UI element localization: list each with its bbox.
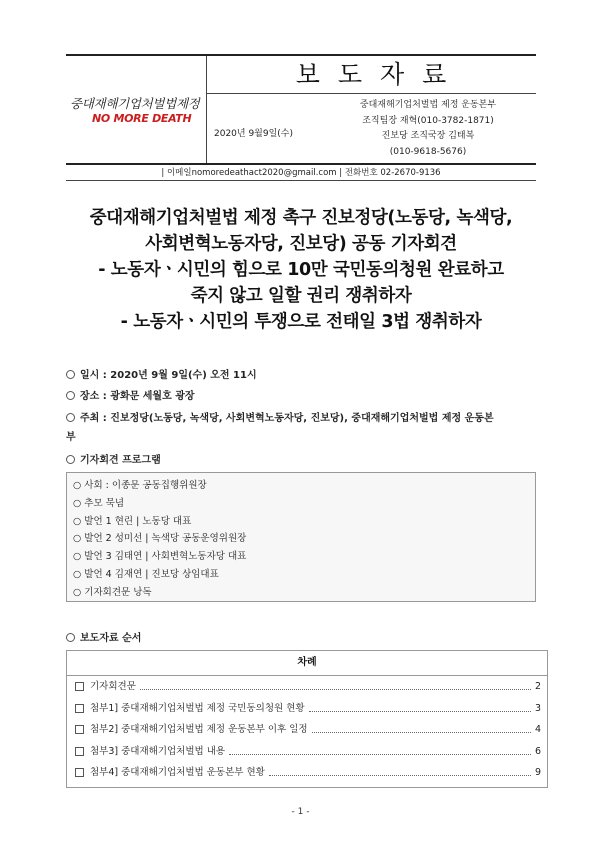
circle-bullet-icon [66, 455, 75, 464]
contact-line: 조직팀장 재혁(010-3782-1871) [362, 115, 494, 126]
press-release-title: 보도자료 [295, 60, 465, 89]
info-datetime [66, 366, 257, 381]
checkbox-square-icon [75, 768, 84, 777]
release-date: 2020년 9월9일(수) [214, 129, 294, 139]
circle-bullet-icon [66, 391, 75, 400]
checkbox-square-icon [75, 747, 84, 756]
circle-bullet-icon [66, 633, 75, 642]
title-line: 사회변혁노동자당, 진보당) 공동 기자회견 [145, 234, 457, 254]
title-line: 죽지 않고 일할 권리 쟁취하자 [190, 286, 412, 306]
program-item: ○ 사회 : 이종문 공동집행위원장 [73, 480, 207, 491]
toc-label: 첨부4] 중대재해기업처벌법 운동본부 현황 [90, 767, 265, 778]
checkbox-square-icon [75, 704, 84, 713]
title-line: 중대재해기업처벌법 제정 촉구 진보정당(노동당, 녹색당, [89, 208, 513, 228]
logo-korean: 중대재해기업처벌법제정 [70, 96, 200, 111]
program-heading [66, 451, 161, 466]
toc-title: 차례 [67, 651, 547, 676]
contact-line: (010-9618-5676) [389, 146, 467, 157]
toc-leader-dots [140, 689, 531, 690]
toc-row[interactable] [67, 741, 547, 763]
contact-line: 중대재해기업처벌법 제정 운동본부 [359, 100, 497, 110]
toc-page: 6 [534, 745, 541, 757]
circle-bullet-icon [66, 413, 75, 422]
program-heading-text: 기자회견 프로그램 [80, 455, 161, 466]
toc-label: 첨부3] 중대재해기업처벌법 내용 [90, 745, 226, 757]
toc-page: 2 [534, 681, 541, 692]
toc-heading-text: 보도자료 순서 [80, 633, 142, 644]
program-item: ○ 발언 4 김재연 | 진보당 상임대표 [73, 568, 219, 580]
checkbox-square-icon [75, 682, 84, 691]
header-title-rule [206, 93, 536, 94]
header-bottom-rule [66, 163, 536, 165]
checkbox-square-icon [75, 725, 84, 734]
program-item: ○ 발언 2 성미선 | 녹색당 공동운영위원장 [73, 533, 247, 545]
toc-label: 첨부1] 중대재해기업처벌법 제정 국민동의청원 현황 [90, 702, 305, 714]
toc-leader-dots [229, 754, 531, 755]
toc-row[interactable] [67, 762, 547, 784]
toc-box [66, 650, 548, 788]
toc-page: 3 [534, 702, 541, 714]
logo-english: NO MORE DEATH [92, 112, 192, 125]
program-item: ○ 기자회견문 낭독 [73, 586, 152, 598]
main-title [40, 205, 562, 335]
toc-label: 첨부2] 중대재해기업처벌법 제정 운동본부 이후 일정 [90, 724, 308, 735]
toc-page: 9 [534, 767, 541, 778]
toc-leader-dots [309, 711, 531, 712]
place-text: 장소 : 광화문 세월호 광장 [80, 391, 195, 402]
toc-row[interactable] [67, 676, 547, 698]
host-text: 주최 : 진보정당(노동당, 녹색당, 사회변혁노동자당, 진보당), 중대재해기업처벌법 제정 운동본 [80, 413, 494, 424]
contact-info [328, 98, 528, 160]
program-box [66, 472, 536, 602]
toc-leader-dots [269, 775, 531, 776]
info-host [66, 409, 494, 424]
info-place [66, 387, 195, 402]
info-host-continued: 부 [66, 432, 76, 443]
toc-row[interactable] [67, 698, 547, 720]
toc-leader-dots [312, 732, 531, 733]
email-rule [66, 180, 536, 181]
toc-page: 4 [534, 724, 541, 735]
title-line: - 노동자ㆍ시민의 힘으로 10만 국민동의청원 완료하고 [98, 260, 504, 280]
circle-bullet-icon [66, 370, 75, 379]
title-line: - 노동자ㆍ시민의 투쟁으로 전태일 3법 쟁취하자 [120, 312, 482, 332]
toc-label: 기자회견문 [90, 681, 136, 692]
email-phone-line: | 이메일nomoredeathact2020@gmail.com | 전화번호 02-2670-9136 [161, 168, 441, 178]
toc-row[interactable] [67, 719, 547, 741]
program-item: ○ 추모 묵념 [73, 497, 125, 509]
page-number: - 1 - [291, 807, 310, 817]
program-item: ○ 발언 1 현린 | 노동당 대표 [73, 515, 192, 527]
toc-heading [66, 629, 141, 644]
contact-line: 진보당 조직국장 김태복 [381, 131, 475, 141]
press-header [66, 54, 536, 166]
program-item: ○ 발언 3 김태연 | 사회변혁노동자당 대표 [73, 551, 247, 563]
datetime-text: 일시 : 2020년 9월 9일(수) 오전 11시 [80, 370, 257, 381]
